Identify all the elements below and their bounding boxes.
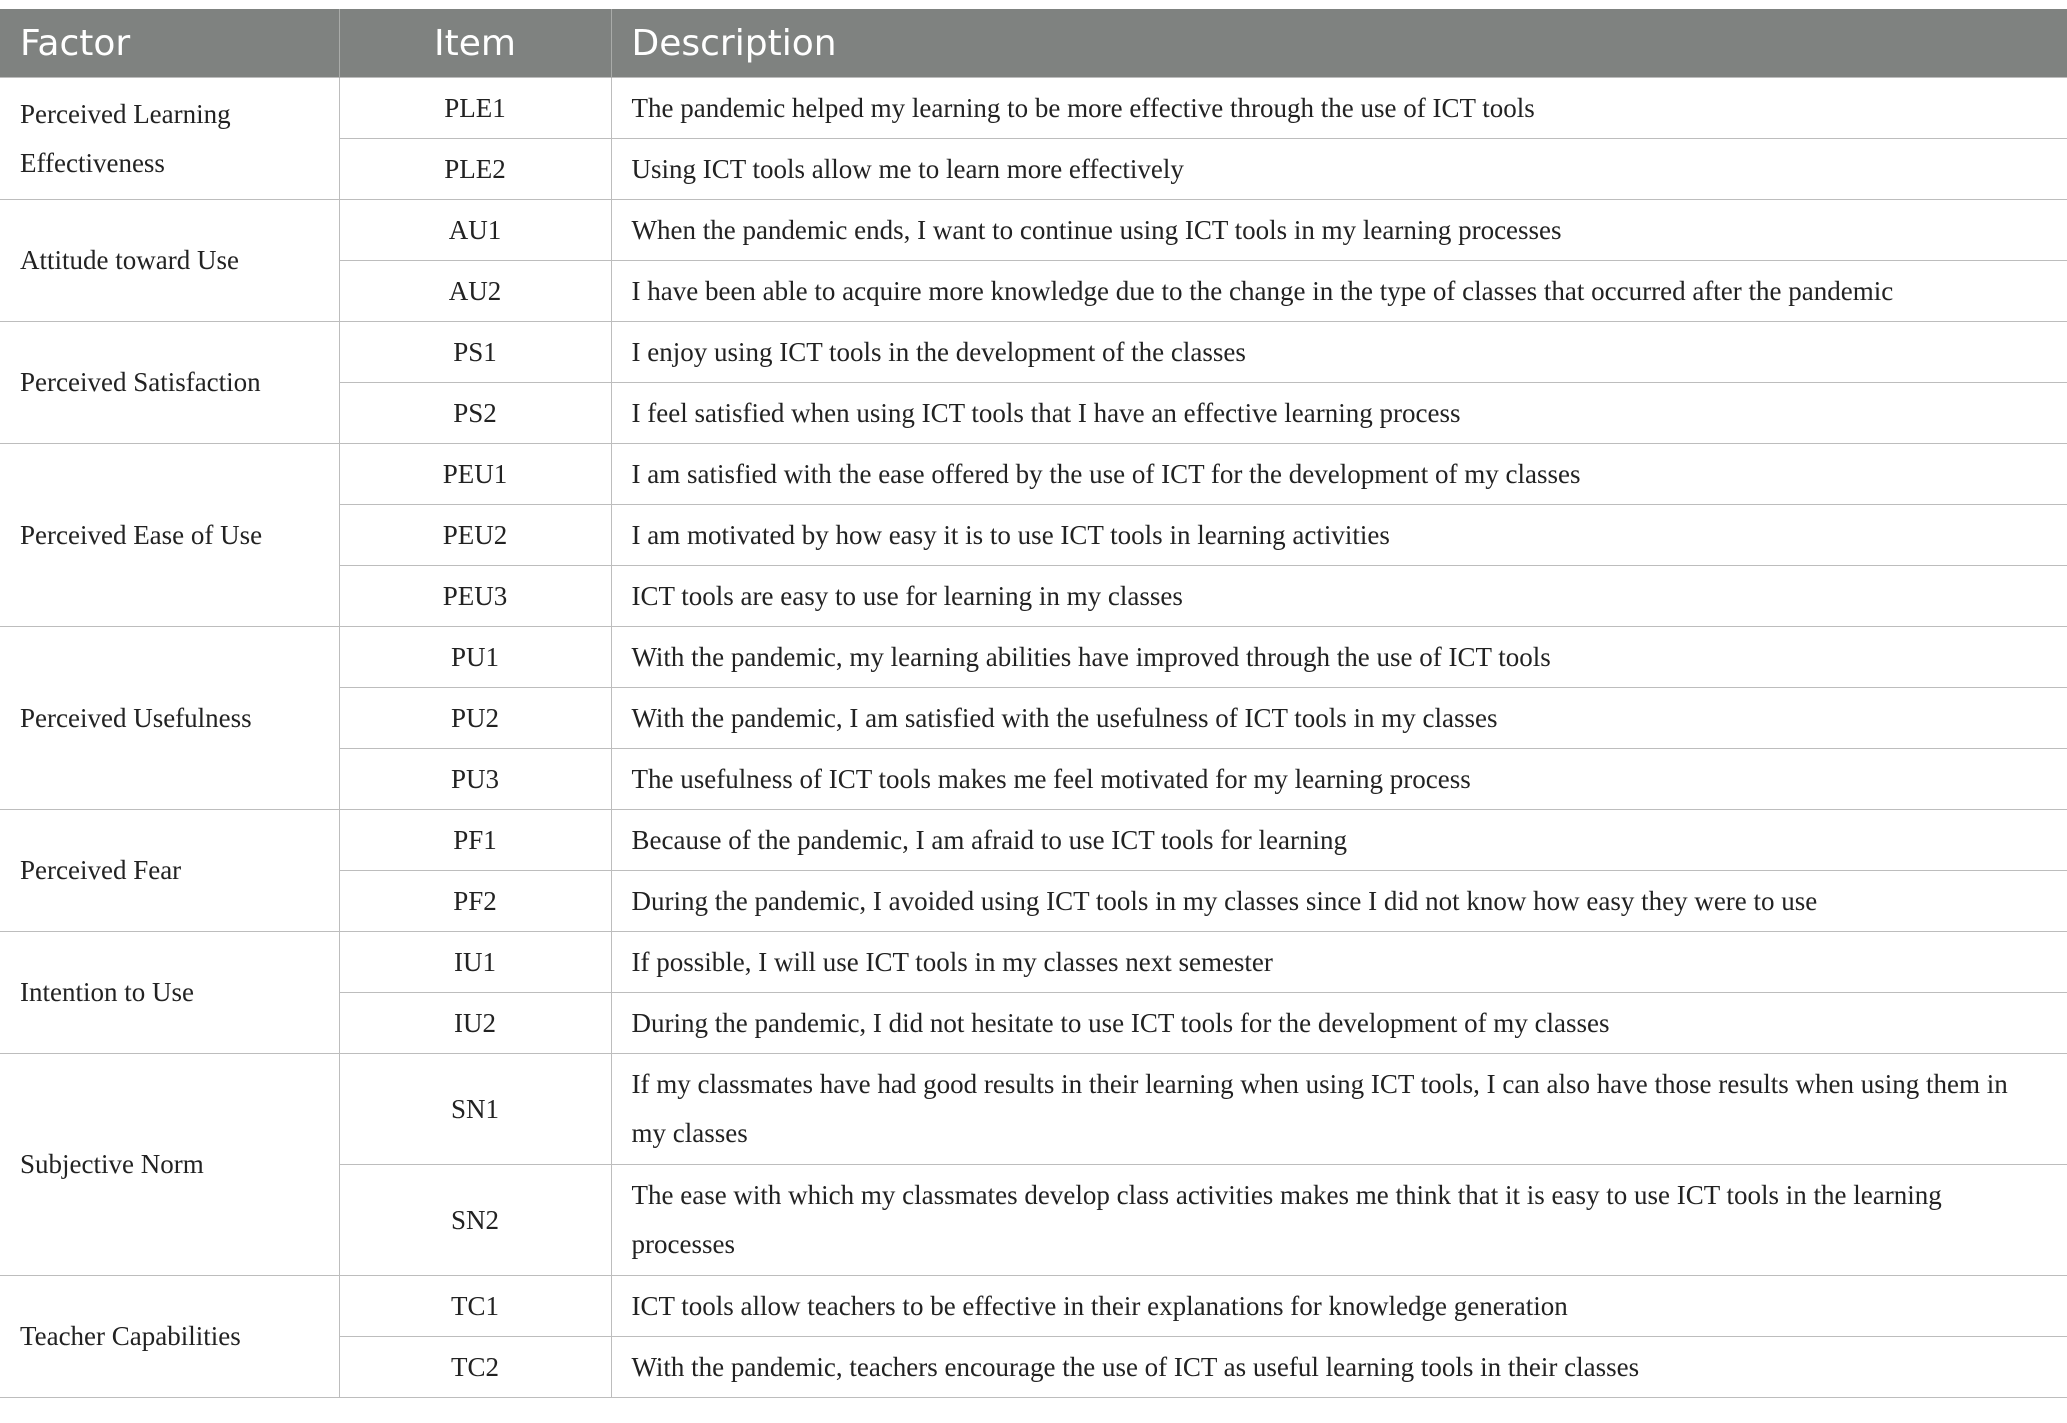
factor-cell: Perceived Learning Effectiveness bbox=[0, 78, 339, 200]
item-cell: IU1 bbox=[339, 932, 611, 993]
table-row bbox=[0, 1276, 2067, 1337]
factor-cell: Intention to Use bbox=[0, 932, 339, 1054]
table-container bbox=[0, 9, 2067, 1398]
factor-cell: Attitude toward Use bbox=[0, 200, 339, 322]
description-cell: I feel satisfied when using ICT tools that I have an effective learning process bbox=[611, 383, 2067, 444]
table-row bbox=[0, 322, 2067, 383]
factor-item-table bbox=[0, 9, 2067, 1398]
description-cell: I am motivated by how easy it is to use ICT tools in learning activities bbox=[611, 505, 2067, 566]
table-row bbox=[0, 444, 2067, 505]
item-cell: PLE1 bbox=[339, 78, 611, 139]
description-cell: I have been able to acquire more knowledge due to the change in the type of classes that occurred after the pandemic bbox=[611, 261, 2067, 322]
description-cell: When the pandemic ends, I want to continue using ICT tools in my learning processes bbox=[611, 200, 2067, 261]
table-body bbox=[0, 78, 2067, 1398]
header-factor: Factor bbox=[0, 9, 339, 78]
item-cell: PU1 bbox=[339, 627, 611, 688]
table-row bbox=[0, 200, 2067, 261]
table-header bbox=[0, 9, 2067, 78]
factor-cell: Perceived Fear bbox=[0, 810, 339, 932]
item-cell: PF1 bbox=[339, 810, 611, 871]
description-cell: I am satisfied with the ease offered by the use of ICT for the development of my classes bbox=[611, 444, 2067, 505]
description-cell: During the pandemic, I avoided using ICT tools in my classes since I did not know how easy they were to use bbox=[611, 871, 2067, 932]
factor-cell: Teacher Capabilities bbox=[0, 1276, 339, 1398]
table-row bbox=[0, 627, 2067, 688]
description-cell: The pandemic helped my learning to be more effective through the use of ICT tools bbox=[611, 78, 2067, 139]
item-cell: PU3 bbox=[339, 749, 611, 810]
item-cell: AU2 bbox=[339, 261, 611, 322]
item-cell: PEU2 bbox=[339, 505, 611, 566]
description-cell: The ease with which my classmates develop class activities makes me think that it is easy to use ICT tools in the learning processes bbox=[611, 1165, 2067, 1276]
description-cell: ICT tools are easy to use for learning in my classes bbox=[611, 566, 2067, 627]
item-cell: PLE2 bbox=[339, 139, 611, 200]
factor-cell: Perceived Usefulness bbox=[0, 627, 339, 810]
item-cell: SN1 bbox=[339, 1054, 611, 1165]
table-row bbox=[0, 810, 2067, 871]
header-row bbox=[0, 9, 2067, 78]
description-cell: With the pandemic, I am satisfied with the usefulness of ICT tools in my classes bbox=[611, 688, 2067, 749]
factor-cell: Perceived Ease of Use bbox=[0, 444, 339, 627]
item-cell: IU2 bbox=[339, 993, 611, 1054]
table-row bbox=[0, 78, 2067, 139]
description-cell: With the pandemic, teachers encourage the use of ICT as useful learning tools in their classes bbox=[611, 1337, 2067, 1398]
description-cell: With the pandemic, my learning abilities have improved through the use of ICT tools bbox=[611, 627, 2067, 688]
item-cell: TC2 bbox=[339, 1337, 611, 1398]
item-cell: TC1 bbox=[339, 1276, 611, 1337]
description-cell: If my classmates have had good results in their learning when using ICT tools, I can also have those results when using them in my classes bbox=[611, 1054, 2067, 1165]
description-cell: Because of the pandemic, I am afraid to use ICT tools for learning bbox=[611, 810, 2067, 871]
item-cell: AU1 bbox=[339, 200, 611, 261]
description-cell: If possible, I will use ICT tools in my classes next semester bbox=[611, 932, 2067, 993]
factor-cell: Subjective Norm bbox=[0, 1054, 339, 1276]
item-cell: PS2 bbox=[339, 383, 611, 444]
description-cell: Using ICT tools allow me to learn more effectively bbox=[611, 139, 2067, 200]
item-cell: PU2 bbox=[339, 688, 611, 749]
item-cell: SN2 bbox=[339, 1165, 611, 1276]
item-cell: PS1 bbox=[339, 322, 611, 383]
item-cell: PF2 bbox=[339, 871, 611, 932]
table-row bbox=[0, 1054, 2067, 1165]
item-cell: PEU3 bbox=[339, 566, 611, 627]
factor-cell: Perceived Satisfaction bbox=[0, 322, 339, 444]
description-cell: I enjoy using ICT tools in the development of the classes bbox=[611, 322, 2067, 383]
description-cell: ICT tools allow teachers to be effective in their explanations for knowledge generation bbox=[611, 1276, 2067, 1337]
header-description: Description bbox=[611, 9, 2067, 78]
table-row bbox=[0, 932, 2067, 993]
item-cell: PEU1 bbox=[339, 444, 611, 505]
description-cell: The usefulness of ICT tools makes me feel motivated for my learning process bbox=[611, 749, 2067, 810]
description-cell: During the pandemic, I did not hesitate to use ICT tools for the development of my classes bbox=[611, 993, 2067, 1054]
header-item: Item bbox=[339, 9, 611, 78]
